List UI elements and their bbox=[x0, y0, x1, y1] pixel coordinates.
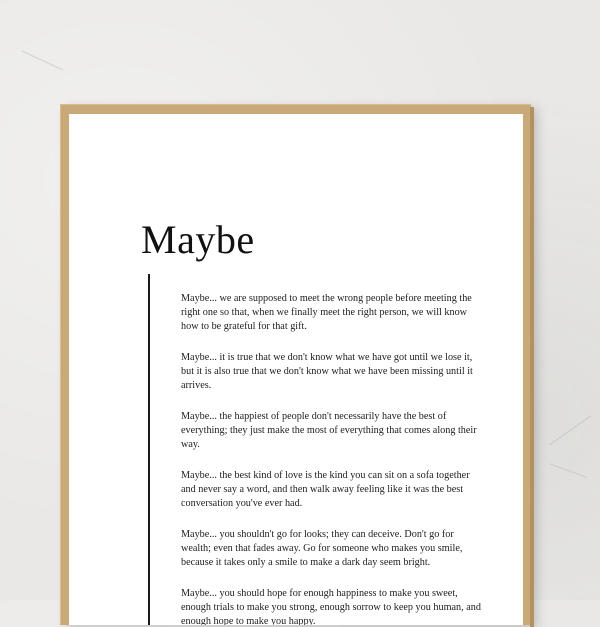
poem-body bbox=[181, 292, 486, 625]
poem-paragraph: Maybe... you should hope for enough happiness to make you sweet, enough trials to make you strong, enough sorrow to keep you human, and enough hope to make you happy. bbox=[181, 588, 481, 625]
left-vertical-rule bbox=[148, 274, 150, 625]
poster-frame bbox=[60, 104, 531, 625]
poem-paragraph: Maybe... the best kind of love is the kind you can sit on a sofa together and never say a word, and then walk away feeling like it was the best conversation you've ever had. bbox=[181, 470, 470, 509]
wall-crack bbox=[549, 463, 587, 478]
wall-crack bbox=[549, 416, 591, 445]
poster-title: Maybe bbox=[141, 217, 255, 262]
poem-paragraph: Maybe... you shouldn't go for looks; they can deceive. Don't go for wealth; even that fades away. Go for someone who makes you smile, because it takes only a smile to make a dark day seem bright. bbox=[181, 529, 463, 568]
poster-paper bbox=[69, 114, 523, 625]
poem-paragraph: Maybe... it is true that we don't know what we have got until we lose it, but it is also true that we don't know what we have been missing until it arrives. bbox=[181, 352, 473, 391]
poem-paragraph: Maybe... the happiest of people don't necessarily have the best of everything; they just make the most of everything that comes along their way. bbox=[181, 411, 477, 450]
wall-crack bbox=[22, 51, 63, 71]
poem-paragraph: Maybe... we are supposed to meet the wrong people before meeting the right one so that, when we finally meet the right person, we will know how to be grateful for that gift. bbox=[181, 293, 472, 332]
frame-side-edge bbox=[530, 107, 534, 627]
